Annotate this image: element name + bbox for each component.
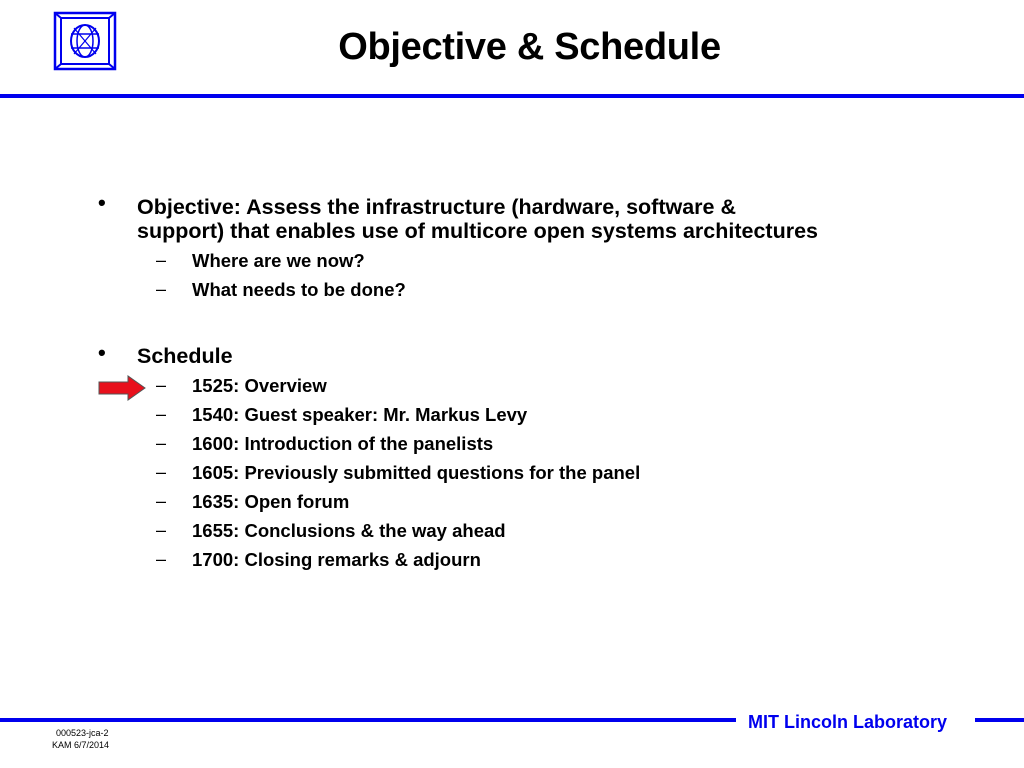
- schedule-item: 1635: Open forum: [192, 491, 350, 512]
- dash-marker: –: [156, 462, 167, 482]
- dash-marker: –: [156, 279, 167, 299]
- dash-marker: –: [156, 491, 167, 511]
- dash-marker: –: [156, 520, 167, 540]
- dash-marker: –: [156, 250, 167, 270]
- schedule-item: 1540: Guest speaker: Mr. Markus Levy: [192, 404, 528, 425]
- current-item-arrow-icon: [98, 375, 146, 401]
- dash-marker: –: [156, 433, 167, 453]
- schedule-item: 1600: Introduction of the panelists: [192, 433, 494, 454]
- footer-author-date: KAM 6/7/2014: [52, 740, 110, 750]
- schedule-bullet: •: [98, 340, 106, 365]
- footer-divider-left: [0, 718, 736, 722]
- objective-subitem: Where are we now?: [192, 250, 365, 271]
- dash-marker: –: [156, 404, 167, 424]
- footer-doc-id: 000523-jca-2: [56, 728, 109, 738]
- dash-marker: –: [156, 375, 167, 395]
- schedule-item: 1655: Conclusions & the way ahead: [192, 520, 506, 541]
- schedule-item: 1700: Closing remarks & adjourn: [192, 549, 481, 570]
- title-divider: [0, 94, 1024, 98]
- objective-subitem: What needs to be done?: [192, 279, 406, 300]
- lab-name: MIT Lincoln Laboratory: [748, 712, 948, 732]
- objective-line-1: Objective: Assess the infrastructure (hardware, software &: [137, 195, 737, 219]
- objective-bullet: •: [98, 190, 106, 215]
- schedule-item: 1525: Overview: [192, 375, 327, 396]
- slide-title: Objective & Schedule: [338, 26, 721, 68]
- footer-divider-right: [975, 718, 1024, 722]
- schedule-item: 1605: Previously submitted questions for the panel: [192, 462, 641, 483]
- objective-line-2: support) that enables use of multicore open systems architectures: [137, 219, 819, 243]
- schedule-heading: Schedule: [137, 344, 233, 368]
- dash-marker: –: [156, 549, 167, 569]
- objective-text: [137, 195, 818, 243]
